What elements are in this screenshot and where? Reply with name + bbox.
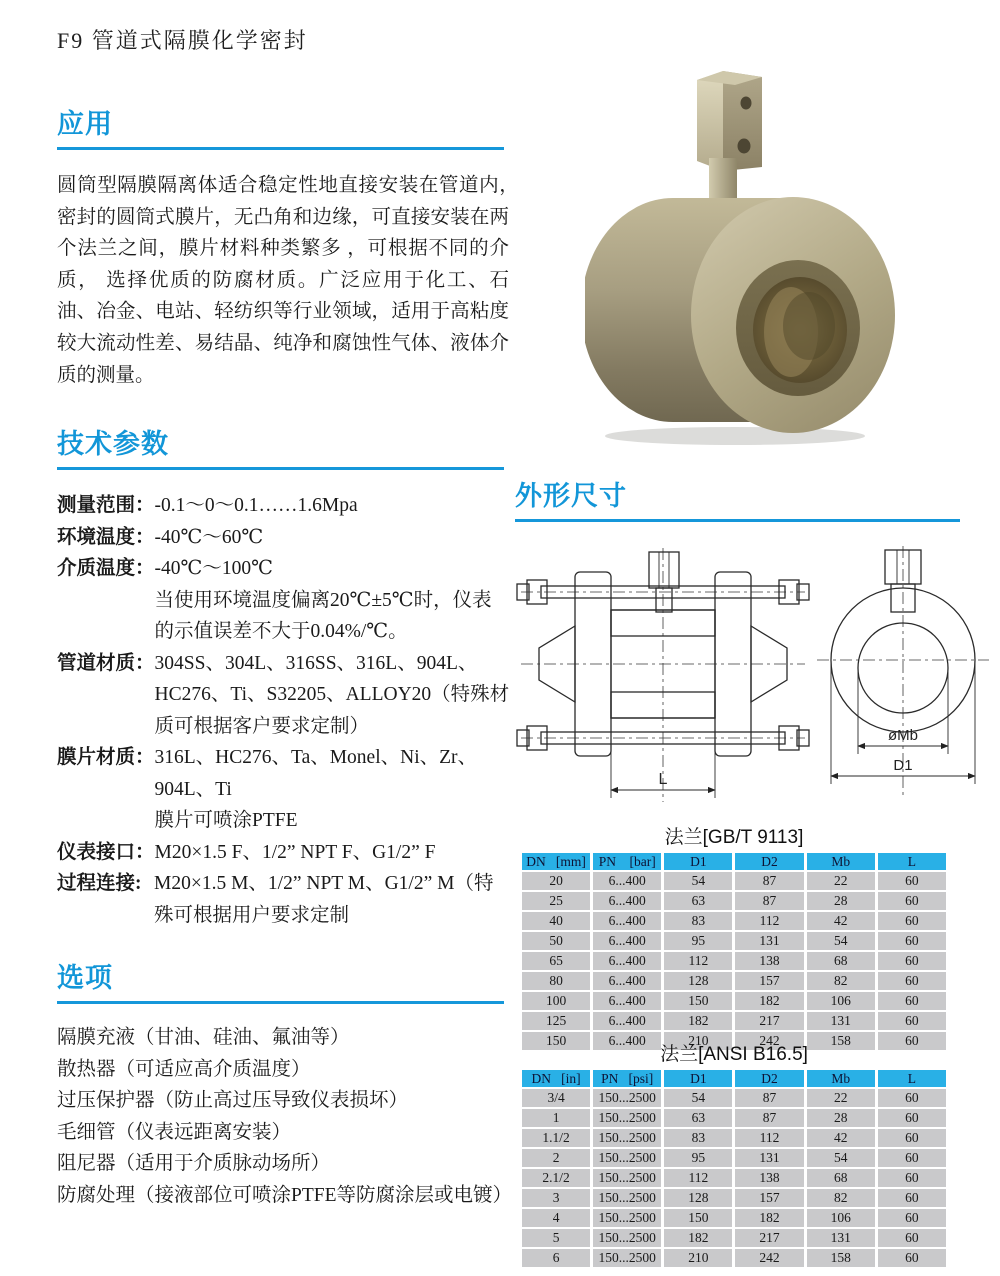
table-cell: 6...400 xyxy=(593,992,661,1010)
spec-line: M20×1.5 F、1/2” NPT F、G1/2” F xyxy=(154,841,436,863)
section-dimensions-header xyxy=(515,482,960,522)
table-row xyxy=(522,1012,946,1030)
table-cell: 60 xyxy=(878,1209,946,1227)
table-cell: 150 xyxy=(664,1209,732,1227)
product-photo xyxy=(585,58,900,448)
flange-table xyxy=(519,851,949,1052)
heading-rule xyxy=(57,1001,504,1004)
spec-label: 测量范围： xyxy=(57,495,155,516)
table-cell: 83 xyxy=(664,1129,732,1147)
table-cell: 60 xyxy=(878,1149,946,1167)
flange-table-ansi xyxy=(519,1068,949,1269)
table-cell: 6...400 xyxy=(593,932,661,950)
spec-label: 膜片材质： xyxy=(57,747,155,768)
table-cell: 60 xyxy=(878,1189,946,1207)
spec-line: 膜片可喷涂PTFE xyxy=(154,810,298,831)
table-cell: 60 xyxy=(878,1032,946,1050)
spec-line: 当使用环境温度偏离20℃±5℃时，仪表 xyxy=(154,589,492,611)
spec-values xyxy=(155,742,517,837)
table-row xyxy=(522,932,946,950)
table-cell: 158 xyxy=(807,1249,875,1267)
spec-line: 904L、Ti xyxy=(154,778,232,800)
table-row xyxy=(522,1249,946,1267)
option-item: 散热器（可适应高介质温度） xyxy=(57,1058,311,1080)
table-cell: 6...400 xyxy=(593,892,661,910)
spec-line: M20×1.5 M、1/2” NPT M、G1/2” M（特 xyxy=(154,873,494,894)
table-cell: 2.1/2 xyxy=(522,1169,590,1187)
table-cell: 6...400 xyxy=(593,872,661,890)
spec-line: 304SS、304L、316SS、316L、904L、 xyxy=(154,652,478,674)
spec-row xyxy=(57,868,517,931)
table-cell: 150...2500 xyxy=(593,1249,661,1267)
table-header-row xyxy=(522,853,946,870)
table-cell: 50 xyxy=(522,932,590,950)
table-cell: 82 xyxy=(807,972,875,990)
side-view xyxy=(817,546,989,796)
section-heading-tech: 技术参数 xyxy=(57,429,169,459)
table-cell: 242 xyxy=(735,1032,803,1050)
table-row xyxy=(522,1149,946,1167)
table-cell: 150 xyxy=(664,992,732,1010)
table-cell: 158 xyxy=(807,1032,875,1050)
table-row xyxy=(522,1189,946,1207)
photo-shadow xyxy=(605,427,865,445)
spec-row xyxy=(57,837,517,869)
table-row xyxy=(522,1109,946,1127)
table-row xyxy=(522,1089,946,1107)
table-cell: 60 xyxy=(878,1089,946,1107)
spec-line: 质可根据客户要求定制） xyxy=(154,715,370,737)
table-cell: 131 xyxy=(735,932,803,950)
table-cell: 3 xyxy=(522,1189,590,1207)
spec-values xyxy=(155,553,517,648)
table-cell: 87 xyxy=(735,1109,803,1127)
table-cell: 112 xyxy=(735,1129,803,1147)
table-cell: 60 xyxy=(878,912,946,930)
table-cell: 157 xyxy=(735,1189,803,1207)
product-photo-illustration xyxy=(585,58,900,448)
table-cell: 106 xyxy=(807,992,875,1010)
column-header: DN [mm] xyxy=(522,853,590,870)
table-cell: 40 xyxy=(522,912,590,930)
spec-values xyxy=(155,490,517,522)
spec-row xyxy=(57,490,517,522)
table-cell: 54 xyxy=(807,932,875,950)
table-cell: 242 xyxy=(735,1249,803,1267)
table-cell: 128 xyxy=(664,1189,732,1207)
table-cell: 68 xyxy=(807,952,875,970)
table-cell: 150...2500 xyxy=(593,1169,661,1187)
bore-shade xyxy=(783,292,835,360)
table-cell: 60 xyxy=(878,972,946,990)
table-cell: 182 xyxy=(664,1012,732,1030)
column-header: D2 xyxy=(735,853,803,870)
spec-label: 仪表接口： xyxy=(57,841,155,863)
spec-label: 管道材质： xyxy=(57,652,155,674)
table-cell: 60 xyxy=(878,992,946,1010)
table-cell: 138 xyxy=(735,952,803,970)
table-cell: 150...2500 xyxy=(593,1229,661,1247)
table-cell: 157 xyxy=(735,972,803,990)
spec-values xyxy=(155,648,517,743)
table-cell: 28 xyxy=(807,892,875,910)
table-cell: 217 xyxy=(735,1012,803,1030)
table-cell: 128 xyxy=(664,972,732,990)
column-header: L xyxy=(878,1070,946,1087)
table-cell: 1.1/2 xyxy=(522,1129,590,1147)
section-options-header xyxy=(57,964,504,1004)
table-header-row xyxy=(522,853,946,870)
option-item: 隔膜充液（甘油、硅油、氟油等） xyxy=(57,1027,350,1048)
table-cell: 138 xyxy=(735,1169,803,1187)
column-header: D1 xyxy=(664,1070,732,1087)
tech-spec-list xyxy=(57,490,517,931)
table-cell: 112 xyxy=(735,912,803,930)
options-list xyxy=(57,1022,513,1211)
spec-label: 过程连接: xyxy=(57,873,142,894)
table-cell: 68 xyxy=(807,1169,875,1187)
table-cell: 6...400 xyxy=(593,1032,661,1050)
table-cell: 210 xyxy=(664,1249,732,1267)
table-row xyxy=(522,992,946,1010)
table-cell: 6...400 xyxy=(593,912,661,930)
table-cell: 182 xyxy=(735,992,803,1010)
table-cell: 3/4 xyxy=(522,1089,590,1107)
column-header: Mb xyxy=(807,1070,875,1087)
table-row xyxy=(522,892,946,910)
page-title: F9 管道式隔膜化学密封 xyxy=(57,28,308,53)
table-cell: 112 xyxy=(664,952,732,970)
section-heading-dimensions: 外形尺寸 xyxy=(515,481,627,511)
table-cell: 60 xyxy=(878,1129,946,1147)
option-item: 过压保护器（防止高过压导致仪表损坏） xyxy=(57,1090,409,1111)
table-row xyxy=(522,972,946,990)
table-row xyxy=(522,872,946,890)
spec-row xyxy=(57,742,517,837)
table-cell: 6...400 xyxy=(593,1012,661,1030)
table-row xyxy=(522,1129,946,1147)
option-item: 毛细管（仪表远距离安装） xyxy=(57,1121,292,1143)
table-cell: 6...400 xyxy=(593,972,661,990)
spec-values xyxy=(154,868,517,931)
table-cell: 5 xyxy=(522,1229,590,1247)
table-cell: 63 xyxy=(664,892,732,910)
table-row xyxy=(522,1229,946,1247)
table-cell: 95 xyxy=(664,932,732,950)
table-cell: 131 xyxy=(735,1149,803,1167)
dim-label-l: L xyxy=(658,771,668,788)
dim-label-mb: øMb xyxy=(888,727,918,744)
table-cell: 60 xyxy=(878,952,946,970)
section-application-header xyxy=(57,110,504,150)
column-header: L xyxy=(878,853,946,870)
column-header: D2 xyxy=(735,1070,803,1087)
table-cell: 60 xyxy=(878,932,946,950)
table-cell: 80 xyxy=(522,972,590,990)
table-caption-gb: 法兰[GB/T 9113] xyxy=(664,827,804,848)
spec-label: 环境温度： xyxy=(57,526,155,548)
table-cell: 150...2500 xyxy=(593,1109,661,1127)
table-cell: 131 xyxy=(807,1229,875,1247)
table-cell: 150 xyxy=(522,1032,590,1050)
table-cell: 87 xyxy=(735,1089,803,1107)
column-header: D1 xyxy=(664,853,732,870)
spec-values xyxy=(155,837,517,869)
table-cell: 60 xyxy=(878,1012,946,1030)
table-cell: 125 xyxy=(522,1012,590,1030)
table-cell: 60 xyxy=(878,1109,946,1127)
section-heading-application: 应用 xyxy=(57,109,113,139)
spec-line: -40℃～100℃ xyxy=(154,558,273,579)
table-row xyxy=(522,952,946,970)
table-cell: 83 xyxy=(664,912,732,930)
table-row xyxy=(522,912,946,930)
table-cell: 54 xyxy=(664,1089,732,1107)
column-header: Mb xyxy=(807,853,875,870)
spec-line: 殊可根据用户要求定制 xyxy=(154,904,350,926)
table-cell: 60 xyxy=(878,1249,946,1267)
table-cell: 63 xyxy=(664,1109,732,1127)
application-paragraph: 圆筒型隔膜隔离体适合稳定性地直接安装在管道内， 密封的圆筒式膜片，无凸角和边缘，可直接安装在两个法兰之间，膜片材料种类繁多 ，可根据不同的介质， 选择优质的防腐材质。广泛应用于化工、石油、冶金、电站、轻纺织等行业领域，适用于高粘度较大流动性差、易结晶、纯净和腐蚀性气体、液体介质的测量。 xyxy=(57,175,549,386)
dim-label-d1: D1 xyxy=(893,757,913,774)
table-cell: 4 xyxy=(522,1209,590,1227)
table-cell: 60 xyxy=(878,1169,946,1187)
heading-rule xyxy=(515,519,960,522)
flange-table xyxy=(519,1068,949,1269)
table-cell: 217 xyxy=(735,1229,803,1247)
table-cell: 150...2500 xyxy=(593,1149,661,1167)
table-cell: 54 xyxy=(664,872,732,890)
dimension-drawing xyxy=(513,546,1000,811)
table-cell: 131 xyxy=(807,1012,875,1030)
table-row xyxy=(522,1209,946,1227)
table-caption-ansi: 法兰[ANSI B16.5] xyxy=(660,1044,808,1065)
table-cell: 60 xyxy=(878,1229,946,1247)
table-cell: 2 xyxy=(522,1149,590,1167)
table-cell: 42 xyxy=(807,1129,875,1147)
table-cell: 95 xyxy=(664,1149,732,1167)
table-cell: 182 xyxy=(735,1209,803,1227)
table-cell: 28 xyxy=(807,1109,875,1127)
table-cell: 150...2500 xyxy=(593,1089,661,1107)
spec-label: 介质温度： xyxy=(57,558,155,579)
table-cell: 20 xyxy=(522,872,590,890)
spec-line: HC276、Ti、S32205、ALLOY20（特殊材 xyxy=(154,684,510,705)
table-header-row xyxy=(522,1070,946,1087)
table-cell: 25 xyxy=(522,892,590,910)
flange-table-gb xyxy=(519,851,949,1052)
table-cell: 60 xyxy=(878,872,946,890)
section-view xyxy=(517,548,809,802)
table-cell: 22 xyxy=(807,1089,875,1107)
table-cell: 6 xyxy=(522,1249,590,1267)
hex-fitting xyxy=(697,71,762,171)
table-cell: 182 xyxy=(664,1229,732,1247)
spec-values xyxy=(155,522,517,554)
table-cell: 150...2500 xyxy=(593,1129,661,1147)
table-cell: 100 xyxy=(522,992,590,1010)
table-cell: 150...2500 xyxy=(593,1209,661,1227)
table-body xyxy=(522,872,946,1050)
table-cell: 60 xyxy=(878,892,946,910)
table-cell: 87 xyxy=(735,872,803,890)
heading-rule xyxy=(57,147,504,150)
option-item: 阻尼器（适用于介质脉动场所） xyxy=(57,1153,331,1174)
spec-line: 的示值误差不大于0.04%/℃。 xyxy=(154,621,408,642)
spec-line: 316L、HC276、Ta、Monel、Ni、Zr、 xyxy=(154,747,478,768)
table-cell: 87 xyxy=(735,892,803,910)
table-cell: 1 xyxy=(522,1109,590,1127)
table-row xyxy=(522,1169,946,1187)
table-cell: 106 xyxy=(807,1209,875,1227)
table-body xyxy=(522,1089,946,1267)
spec-row xyxy=(57,522,517,554)
table-cell: 82 xyxy=(807,1189,875,1207)
table-header-row xyxy=(522,1070,946,1087)
column-header: DN [in] xyxy=(522,1070,590,1087)
table-cell: 210 xyxy=(664,1032,732,1050)
spec-line: -40℃～60℃ xyxy=(154,526,264,548)
section-tech-header xyxy=(57,430,504,470)
table-cell: 22 xyxy=(807,872,875,890)
outline-drawing xyxy=(513,546,1000,811)
table-cell: 65 xyxy=(522,952,590,970)
spec-line: -0.1～0～0.1……1.6Mpa xyxy=(154,495,358,516)
table-cell: 42 xyxy=(807,912,875,930)
option-item: 防腐处理（接液部位可喷涂PTFE等防腐涂层或电镀） xyxy=(57,1184,513,1206)
table-cell: 150...2500 xyxy=(593,1189,661,1207)
spec-row xyxy=(57,648,517,743)
section-heading-options: 选项 xyxy=(57,963,113,993)
column-header: PN [psi] xyxy=(593,1070,661,1087)
column-header: PN [bar] xyxy=(593,853,661,870)
spec-row xyxy=(57,553,517,648)
table-cell: 6...400 xyxy=(593,952,661,970)
table-cell: 54 xyxy=(807,1149,875,1167)
heading-rule xyxy=(57,467,504,470)
table-cell: 112 xyxy=(664,1169,732,1187)
